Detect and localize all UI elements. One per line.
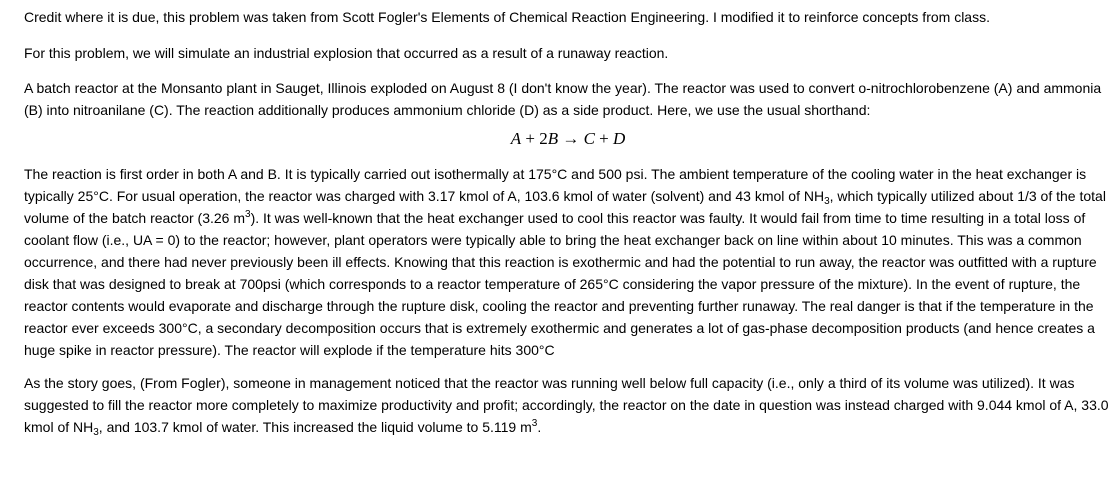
story-paragraph (24, 372, 1112, 438)
nh3-subscript: 3 (93, 427, 99, 438)
plus-sign: + (599, 129, 609, 148)
nh3-subscript: 3 (824, 196, 830, 207)
reaction-arrow: → (562, 129, 580, 148)
operation-text-3: ). It was well-known that the heat exchanger used to cool this reactor was faulty. It would fail from time to time resulting in a total loss of coolant flow (i.e., UA = 0) to the reactor; however, plant operators were typically able to bring the heat exchanger back on line within about 10 minutes. This was a common occurrence, and there had never previously been ill effects. Knowing that this reaction is exothermic and had the potential to run away, the reactor was outfitted with a rupture disk that was designed to break at 700psi (which corresponds to a reactor temperature of 265°C considering the vapor pressure of the mixture). In the event of rupture, the reactor contents would evaporate and discharge through the rupture disk, cooling the reactor and preventing further runaway. The real danger is that if the temperature in the reactor ever exceeds 300°C, a secondary decomposition occurs that is extremely exothermic and generates a lot of gas-phase decomposition products (and hence creates a huge spike in reactor pressure). The reactor will explode if the temperature hits 300°C (24, 210, 1097, 358)
stoich-coefficient: 2 (539, 129, 548, 148)
species-c: C (583, 129, 595, 148)
story-text-1: As the story goes, (From Fogler), someone in management noticed that the reactor was running well below full capacity (i.e., only a third of its volume was utilized). It was suggested to fill the reactor more completely to maximize productivity and profit; accordingly, the reactor on the date in question was instead charged with 9.044 kmol of A, 33.0 kmol of NH (24, 375, 1109, 435)
operation-paragraph (24, 163, 1112, 361)
story-text-3: . (537, 419, 542, 435)
species-a: A (510, 129, 522, 148)
plus-sign: + (525, 129, 535, 148)
credit-paragraph: Credit where it is due, this problem was taken from Scott Fogler's Elements of Chemical Reaction Engineering. I modified it to reinforce concepts from class. (24, 9, 990, 25)
reaction-equation (24, 127, 1112, 151)
reactor-description-paragraph: A batch reactor at the Monsanto plant in Sauget, Illinois exploded on August 8 (I don't know the year). The reactor was used to convert o-nitrochlorobenzene (A) and ammonia (B) into nitroanilane (C). The reaction additionally produces ammonium chloride (D) as a side product. Here, we use the usual shorthand: (24, 80, 1102, 118)
species-d: D (613, 129, 626, 148)
cubic-superscript: 3 (531, 418, 538, 429)
intro-paragraph: For this problem, we will simulate an industrial explosion that occurred as a result of a runaway reaction. (24, 45, 669, 61)
operation-text-1: The reaction is first order in both A and B. It is typically carried out isothermally at 175°C and 500 psi. The ambient temperature of the cooling water in the heat exchanger is typically 25°C. For usual operation, the reactor was charged with 3.17 kmol of A, 103.6 kmol of water (solvent) and 43 kmol of NH (24, 166, 1087, 204)
cubic-superscript: 3 (245, 209, 251, 220)
story-text-2: , and 103.7 kmol of water. This increased the liquid volume to 5.119 m (98, 419, 532, 435)
species-b: B (547, 129, 559, 148)
operation-text-2: , which typically utilized about 1/3 of the total volume of the batch reactor (3.26 m (24, 188, 1106, 226)
